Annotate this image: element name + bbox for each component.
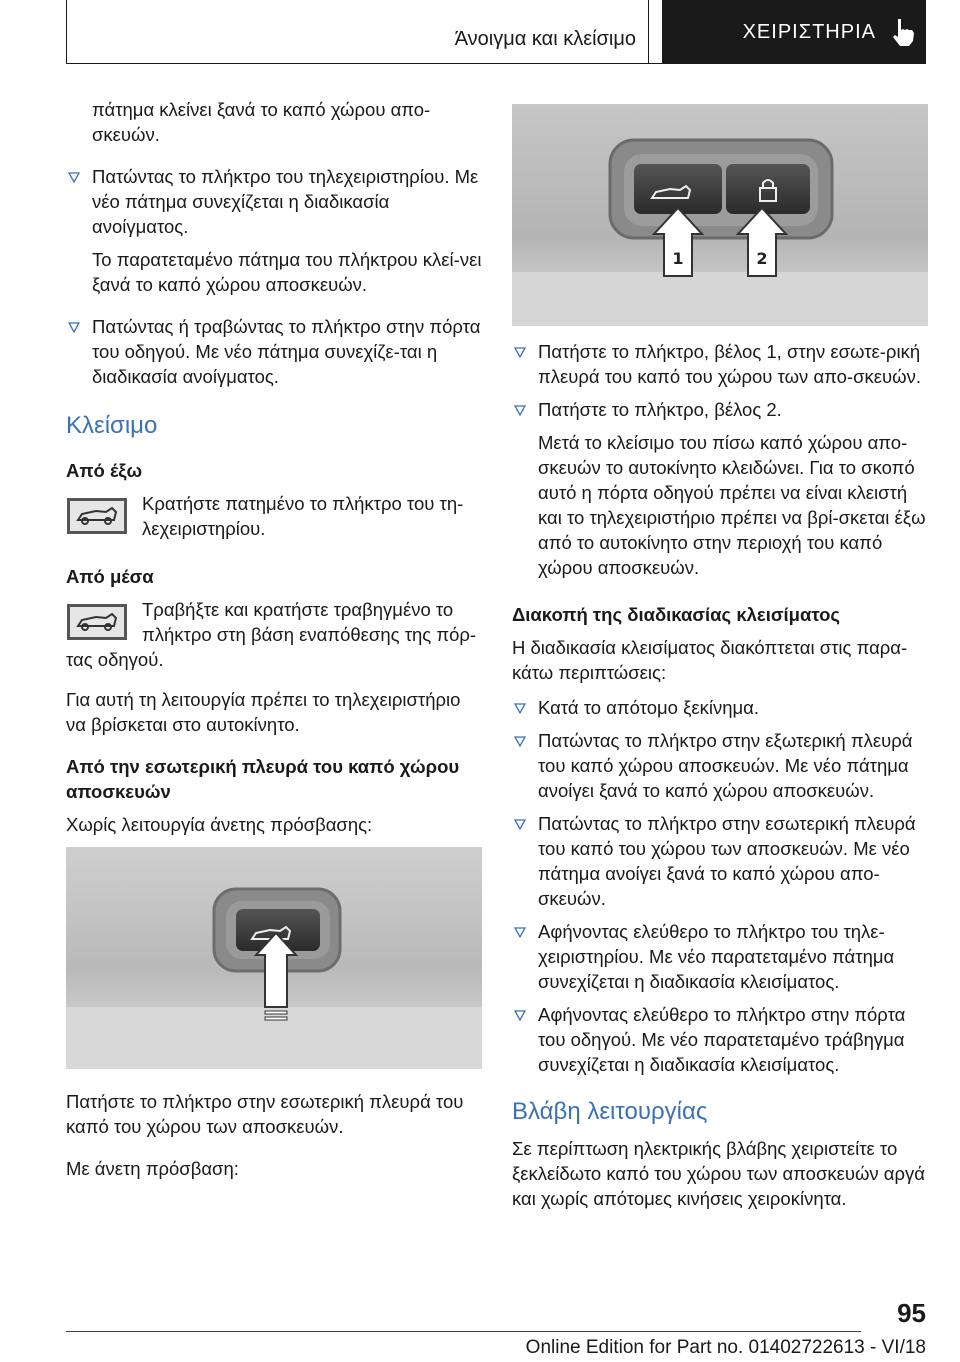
footer-rule — [66, 1331, 861, 1332]
list-item: Αφήνοντας ελεύθερο το πλήκτρο στην πόρτα του οδηγού. Με νέο παρατεταμένο τράβηγμα συνεχίζεται η διαδικασία κλεισίματος. — [512, 1002, 928, 1077]
heading-closing: Κλείσιμο — [66, 412, 158, 439]
header-chapter-label: ΧΕΙΡΙΣΤΗΡΙΑ — [742, 20, 876, 43]
list-item: Αφήνοντας ελεύθερο το πλήκτρο του τηλε-χειριστηρίου. Με νέο παρατεταμένο πάτημα συνεχίζεται η διαδικασία κλεισίματος. — [512, 919, 928, 994]
footer-edition: Online Edition for Part no. 01402722613 - VI/18 — [525, 1337, 926, 1358]
list-item: Πατώντας το πλήκτρο στην εσωτερική πλευρά του καπό του χώρου των αποσκευών. Με νέο πάτημα ανοίγει ξανά το καπό χώρου απο-σκευών. — [512, 811, 928, 911]
list-item: Πατώντας ή τραβώντας το πλήκτρο στην πόρτα του οδηγού. Με νέο πάτημα συνεχίζε-ται η διαδικασία ανοίγματος. — [66, 314, 482, 389]
outside-instruction: Κρατήστε πατημένο το πλήκτρο του τη-λεχειριστηρίου. — [66, 491, 482, 549]
trunk-inner-button-photo — [66, 847, 482, 1069]
bullet-triangle-icon — [514, 926, 526, 938]
paragraph-function: Για αυτή τη λειτουργία πρέπει το τηλεχειριστήριο να βρίσκεται στο αυτοκίνητο. — [66, 689, 461, 735]
left-column — [66, 97, 482, 1198]
bullet-triangle-icon — [514, 818, 526, 830]
paragraph-press-inner: Πατήστε το πλήκτρο στην εσωτερική πλευρά του καπό του χώρου των αποσκευών. — [66, 1091, 464, 1137]
bullet-triangle-icon — [514, 1009, 526, 1021]
heading-malfunction: Βλάβη λειτουργίας — [512, 1098, 708, 1125]
list-item: Πατήστε το πλήκτρο, βέλος 2. — [512, 397, 928, 422]
list-item: Πατήστε το πλήκτρο, βέλος 1, στην εσωτε-ρική πλευρά του καπό του χώρου των απο-σκευών. — [512, 339, 928, 389]
paragraph-malfunction: Σε περίπτωση ηλεκτρικής βλάβης χειριστείτε το ξεκλείδωτο καπό του χώρου των αποσκευών αργά και χωρίς απότομες κινήσεις χειροκίνητα. — [512, 1138, 925, 1209]
list-item: Πατώντας το πλήκτρο στην εξωτερική πλευρά του καπό χώρου αποσκευών. Με νέο πάτημα ανοίγει ξανά το καπό χώρου αποσκευών. — [512, 728, 928, 803]
heading-inner-side: Από την εσωτερική πλευρά του καπό χώρου αποσκευών — [66, 756, 460, 802]
right-column — [512, 339, 928, 1228]
bullet-triangle-icon — [68, 321, 80, 333]
arrow-label-2: 2 — [756, 249, 768, 268]
trunk-two-buttons-photo — [512, 104, 928, 326]
header-rule-left — [66, 0, 67, 64]
bullet-triangle-icon — [514, 404, 526, 416]
heading-from-inside: Από μέσα — [66, 566, 154, 587]
bullet-triangle-icon — [514, 702, 526, 714]
header-chapter-tab[interactable] — [662, 0, 926, 64]
paragraph-continued: πάτημα κλείνει ξανά το καπό χώρου απο-σκευών. — [92, 99, 431, 145]
paragraph-interrupt: Η διαδικασία κλεισίματος διακόπτεται στις παρα-κάτω περιπτώσεις: — [512, 637, 908, 683]
paragraph-no-comfort: Χωρίς λειτουργία άνετης πρόσβασης: — [66, 814, 373, 835]
trunk-button-icon — [66, 497, 128, 535]
hand-pointer-icon — [890, 17, 916, 47]
page-number: 95 — [897, 1298, 926, 1328]
bullet-triangle-icon — [514, 735, 526, 747]
paragraph-long-press: Το παρατεταμένο πάτημα του πλήκτρου κλεί-νει ξανά το καπό χώρου αποσκευών. — [92, 249, 482, 295]
heading-interrupt: Διακοπή της διαδικασίας κλεισίματος — [512, 604, 840, 625]
paragraph-after-close: Μετά το κλείσιμο του πίσω καπό χώρου απο-σκευών το αυτοκίνητο κλειδώνει. Για το σκοπό αυτό η πόρτα οδηγού πρέπει να είναι κλειστή και το τηλεχειριστήριο πρέπει να βρί-σκεται έξω από το αυτοκίνητο στην περιοχή του καπό χώρου αποσκευών. — [538, 432, 926, 578]
list-item: Πατώντας το πλήκτρο του τηλεχειριστηρίου. Με νέο πάτημα συνεχίζεται η διαδικασία ανοίγματος. — [66, 164, 482, 239]
header-section-title: Άνοιγμα και κλείσιμο — [454, 28, 636, 50]
bullet-triangle-icon — [514, 346, 526, 358]
header-rule-mid — [648, 0, 649, 64]
paragraph-comfort: Με άνετη πρόσβαση: — [66, 1158, 239, 1179]
trunk-button-icon — [66, 603, 128, 641]
inside-instruction: Τραβήξτε και κρατήστε τραβηγμένο το πλήκτρο στη βάση εναπόθεσης της πόρ-τας οδηγού. — [66, 599, 477, 670]
heading-from-outside: Από έξω — [66, 460, 143, 481]
header-rule-bottom — [66, 63, 662, 64]
list-item: Κατά το απότομο ξεκίνημα. — [512, 695, 928, 720]
arrow-label-1: 1 — [672, 249, 684, 268]
bullet-triangle-icon — [68, 171, 80, 183]
